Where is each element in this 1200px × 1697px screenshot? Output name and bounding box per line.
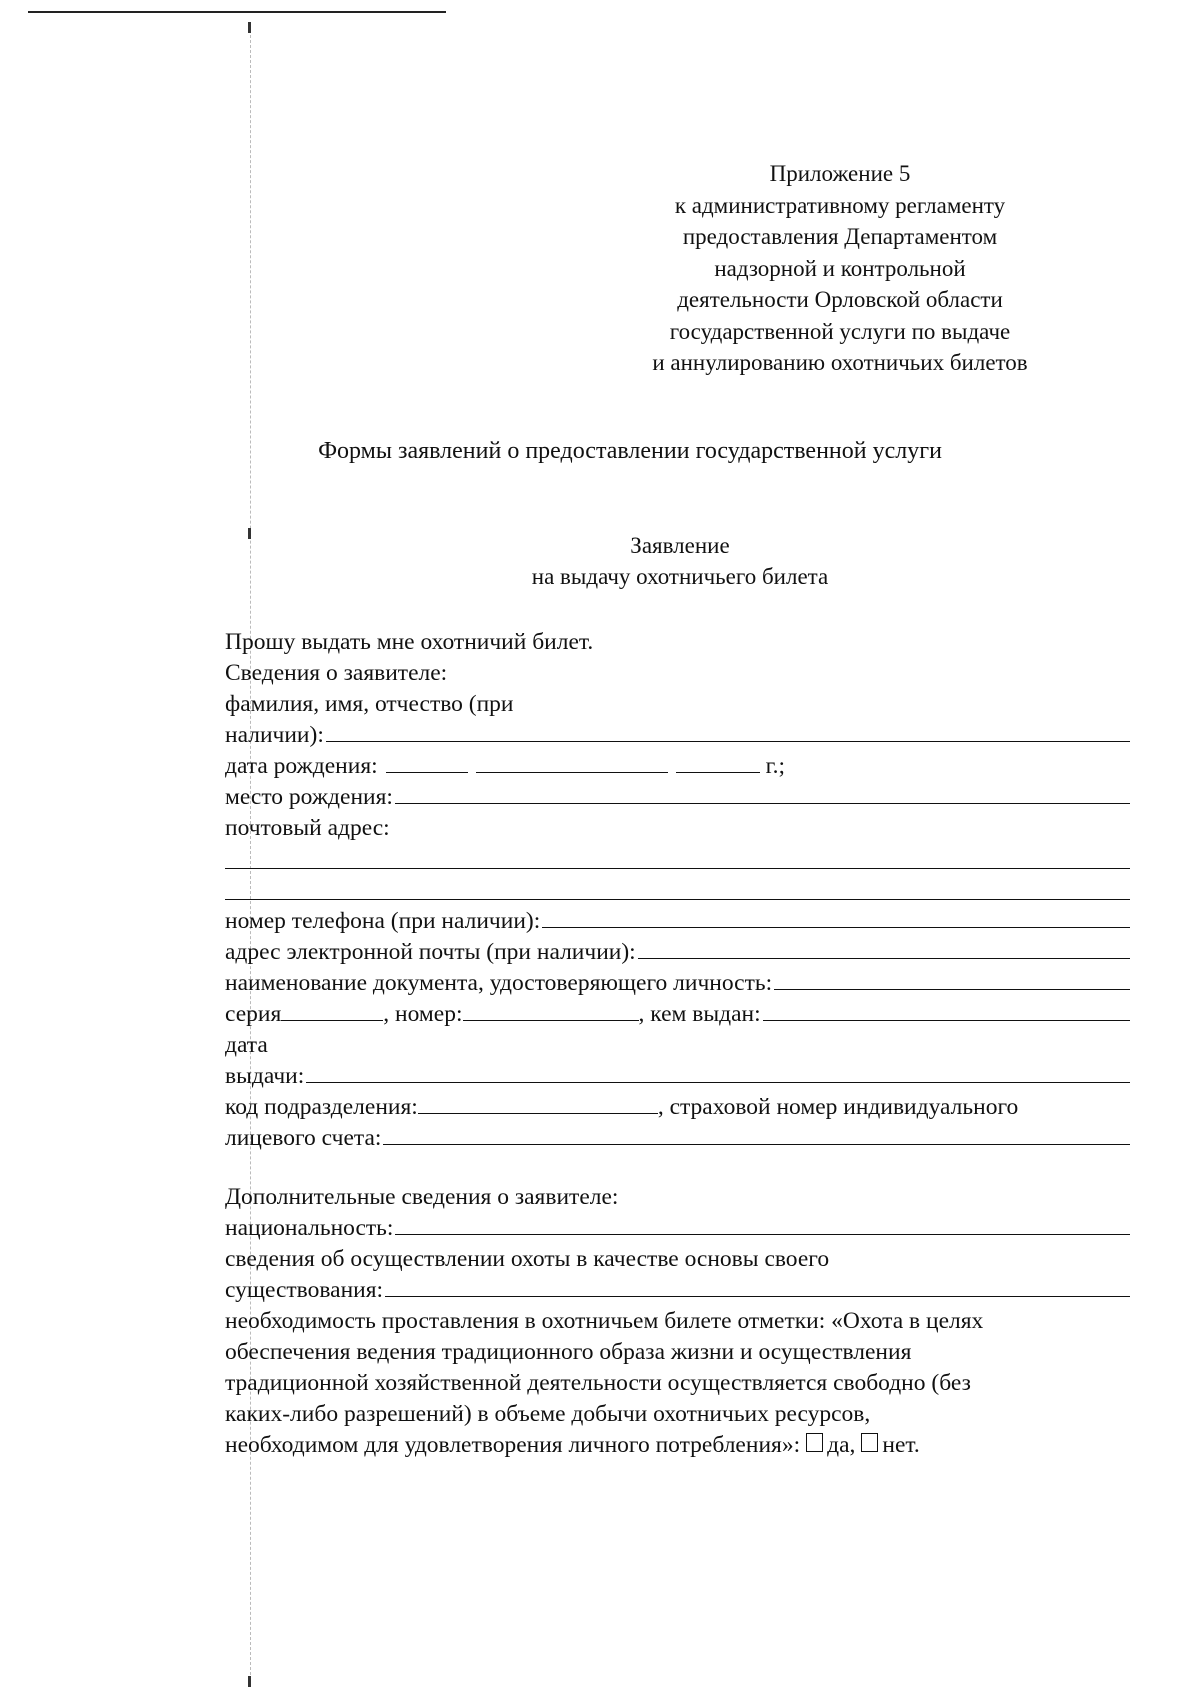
no-checkbox[interactable] [861,1433,878,1452]
application-form [225,627,1130,1461]
issued-by-field[interactable] [763,1002,1130,1021]
scan-border-line [28,11,446,13]
snils-row: лицевого счета: [225,1123,1130,1154]
punch-mark [248,528,251,539]
yes-checkbox[interactable] [806,1433,823,1452]
number-field[interactable] [463,1002,639,1021]
appendix-line: к административному регламенту [674,192,1006,218]
fio-label-line: фамилия, имя, отчество (при [225,691,514,717]
division-code-row: код подразделения: , страховой номер индивидуального [225,1094,1019,1120]
application-title: Заявление [630,533,730,558]
postal-address-field[interactable] [225,850,1130,869]
punch-mark [248,1676,251,1687]
id-document-row: наименование документа, удостоверяющего личность: [225,968,1130,999]
appendix-line: Приложение 5 [769,161,911,186]
mark-text-line: каких-либо разрешений) в объеме добычи охотничьих ресурсов, [225,1401,871,1427]
postal-address-row [225,844,1130,875]
birth-place-row: место рождения: [225,782,1130,813]
issue-date-field[interactable] [306,1064,1130,1083]
punch-mark [248,22,251,33]
series-field[interactable] [281,1002,383,1021]
phone-row: номер телефона (при наличии): [225,906,1130,937]
appendix-line: надзорной и контрольной [714,255,966,281]
nationality-field[interactable] [395,1216,1130,1235]
issue-date-row: выдачи: [225,1061,1130,1092]
appendix-line: государственной услуги по выдаче [669,318,1011,344]
appendix-line: деятельности Орловской области [677,287,1003,312]
no-label: нет. [882,1432,920,1458]
phone-field[interactable] [542,909,1130,928]
postal-address-field-2[interactable] [225,881,1130,900]
request-line: Прошу выдать мне охотничий билет. [225,629,594,655]
birth-place-field[interactable] [395,785,1130,804]
appendix-line: предоставления Департаментом [682,224,998,249]
application-title-block [420,530,940,592]
email-field[interactable] [638,940,1130,959]
fio-field[interactable] [326,723,1130,742]
hunting-basis-label-row: сведения об осуществлении охоты в качестве основы своего [225,1246,830,1272]
hunting-basis-row: существования: [225,1275,1130,1306]
appendix-line: и аннулированию охотничьих билетов [652,350,1028,375]
snils-field[interactable] [383,1126,1130,1145]
postal-address-row [225,875,1130,906]
mark-text-line: необходимость проставления в охотничьем билете отметки: «Охота в целях [225,1308,984,1334]
email-row: адрес электронной почты (при наличии): [225,937,1130,968]
yes-label: да, [827,1432,856,1458]
birth-month-field[interactable] [476,754,668,773]
id-document-field[interactable] [774,971,1130,990]
additional-header: Дополнительные сведения о заявителе: [225,1184,619,1210]
mark-text-line: обеспечения ведения традиционного образа жизни и осуществления [225,1339,912,1365]
appendix-header [600,158,1080,379]
series-number-row: серия , номер: , кем выдан: [225,999,1130,1030]
applicant-header: Сведения о заявителе: [225,660,448,686]
division-code-field[interactable] [418,1095,658,1114]
forms-title: Формы заявлений о предоставлении государственной услуги [318,438,942,464]
birth-day-field[interactable] [386,754,468,773]
birth-date-row: дата рождения: г.; [225,753,786,779]
postal-address-label-row: почтовый адрес: [225,815,390,841]
mark-text-line: традиционной хозяйственной деятельности осуществляется свободно (без [225,1370,971,1396]
birth-year-field[interactable] [676,754,760,773]
nationality-row: национальность: [225,1213,1130,1244]
fio-row: наличии): [225,720,1130,751]
mark-choice-row: необходимом для удовлетворения личного потребления»: да, нет. [225,1430,1130,1461]
issue-date-label-row: дата [225,1032,268,1058]
hunting-basis-field[interactable] [385,1278,1130,1297]
application-subtitle: на выдачу охотничьего билета [531,564,829,589]
